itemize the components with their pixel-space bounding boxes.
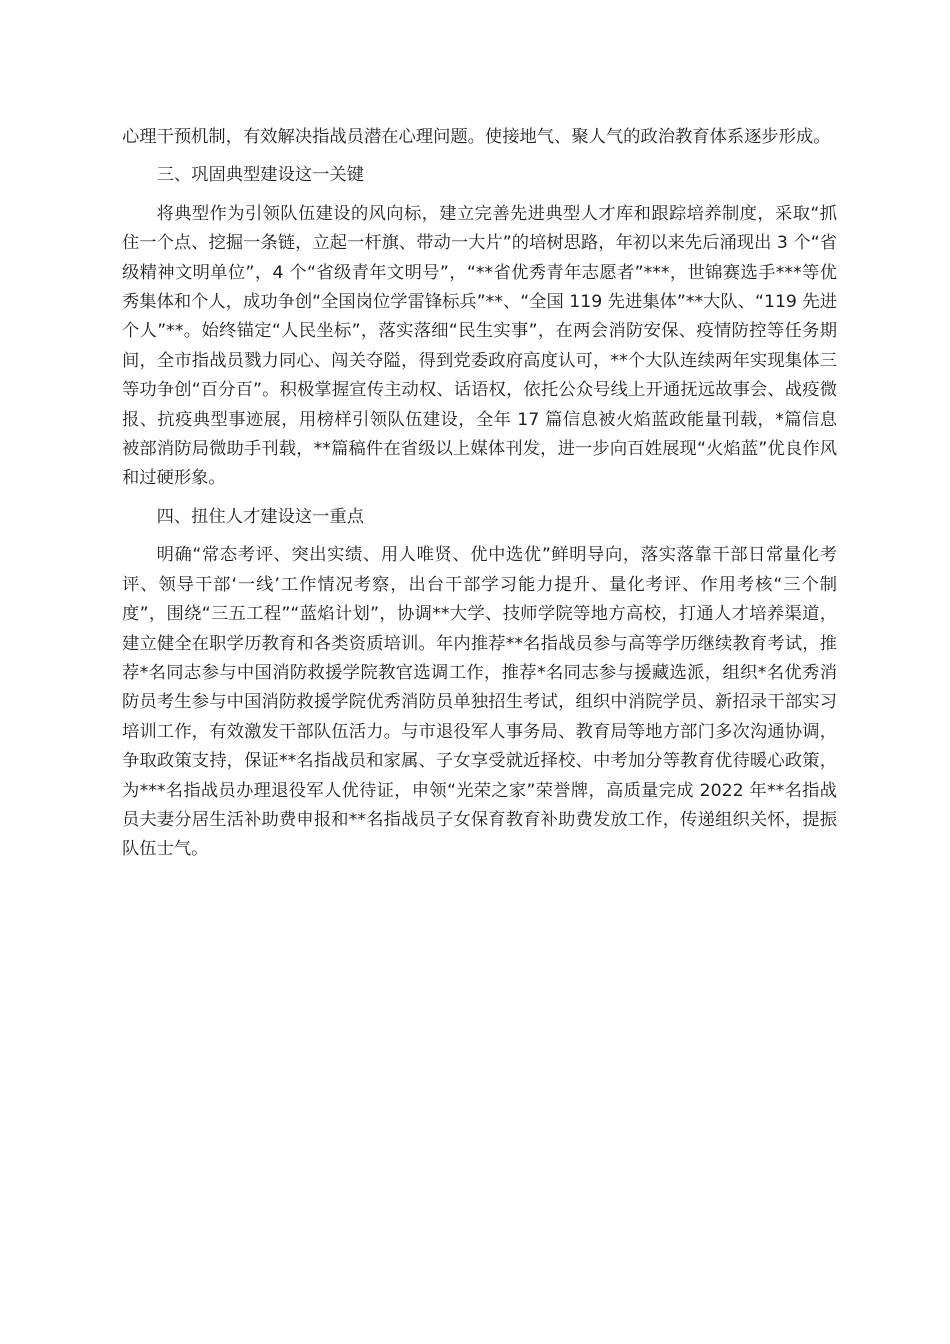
- document-body: [122, 123, 837, 865]
- section-four-heading: 四、扭住人才建设这一重点: [156, 506, 364, 527]
- continuation-paragraph: 心理干预机制，有效解决指战员潜在心理问题。使接地气、聚人气的政治教育体系逐步形成。: [122, 127, 831, 147]
- section-three-heading: 三、巩固典型建设这一关键: [156, 165, 364, 186]
- section-three-paragraph: 将典型作为引领队伍建设的风向标，建立完善先进典型人才库和跟踪培养制度，采取“抓住一个点、挖掘一条链，立起一杆旗、带动一大片”的培树思路，年初以来先后涌现出 3 个“省级精神文明单位”，4 个“省级青年文明号”，“**省优秀青年志愿者”***，世锦赛选手***等优秀集体和个人，成功争创“全国岗位学雷锋标兵”**、“全国 119 先进集体”**大队、“119 先进个人”**。始终锚定“人民坐标”，落实落细“民生实事”，在两会消防安保、疫情防控等任务期间，全市指战员戮力同心、闯关夺隘，得到党委政府高度认可，**个大队连续两年实现集体三等功争创“百分百”。积极掌握宣传主动权、话语权，依托公众号线上开通抚远故事会、战疫微报、抗疫典型事迹展，用榜样引领队伍建设，全年 17 篇信息被火焰蓝政能量刊载，*篇信息被部消防局微助手刊载，**篇稿件在省级以上媒体刊发，进一步向百姓展现“火焰蓝”优良作风和过硬形象。: [122, 203, 837, 489]
- section-four-paragraph: 明确“常态考评、突出实绩、用人唯贤、优中选优”鲜明导向，落实落靠干部日常量化考评、领导干部‘一线’工作情况考察，出台干部学习能力提升、量化考评、作用考核“三个制度”，围绕“三五工程”“蓝焰计划”，协调**大学、技师学院等地方高校，打通人才培养渠道，建立健全在职学历教育和各类资质培训。年内推荐**名指战员参与高等学历继续教育考试，推荐*名同志参与中国消防救援学院教官选调工作，推荐*名同志参与援藏选派，组织*名优秀消防员考生参与中国消防救援学院优秀消防员单独招生考试，组织中消院学员、新招录干部实习培训工作，有效激发干部队伍活力。与市退役军人事务局、教育局等地方部门多次沟通协调，争取政策支持，保证**名指战员和家属、子女享受就近择校、中考加分等教育优待暖心政策，为***名指战员办理退役军人优待证，申领“光荣之家”荣誉牌，高质量完成 2022 年**名指战员夫妻分居生活补助费申报和**名指战员子女保育教育补助费发放工作，传递组织关怀，提振队伍士气。: [122, 545, 837, 860]
